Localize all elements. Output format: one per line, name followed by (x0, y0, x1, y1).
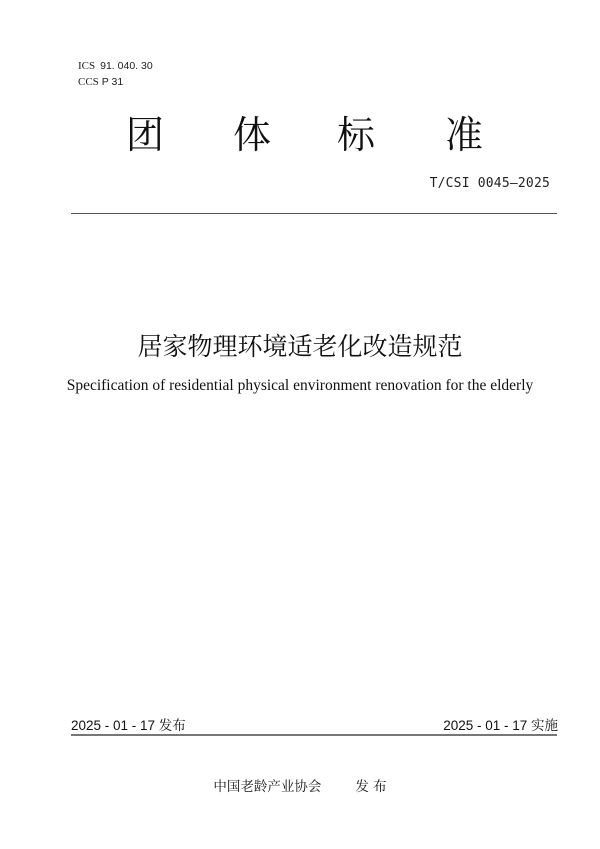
ccs-label: CCS (78, 76, 99, 88)
implement-date: 2025 - 01 - 17 实施 (443, 718, 558, 733)
standard-number: T/CSI 0045—2025 (429, 176, 550, 191)
doc-type-char: 体 (233, 113, 272, 157)
publisher-organization: 中国老龄产业协会 (213, 779, 322, 795)
doc-type-char: 团 (126, 113, 165, 157)
classification-codes (78, 58, 153, 90)
publish-date: 2025 - 01 - 17 发布 (71, 718, 186, 733)
bottom-divider (71, 734, 557, 736)
document-type-heading (0, 104, 600, 157)
publisher-line (0, 775, 600, 795)
ics-line (78, 58, 153, 74)
ccs-line (78, 74, 153, 90)
ccs-value: P 31 (101, 76, 124, 88)
ics-value: 91. 040. 30 (100, 60, 153, 72)
english-title: Specification of residential physical environment renovation for the elderly (66, 377, 534, 394)
publisher-action: 发 布 (355, 779, 387, 795)
doc-type-char: 标 (337, 113, 376, 157)
doc-type-char: 准 (445, 113, 484, 157)
top-divider (71, 213, 557, 214)
chinese-title: 居家物理环境适老化改造规范 (137, 332, 463, 361)
ics-label: ICS (78, 60, 96, 72)
